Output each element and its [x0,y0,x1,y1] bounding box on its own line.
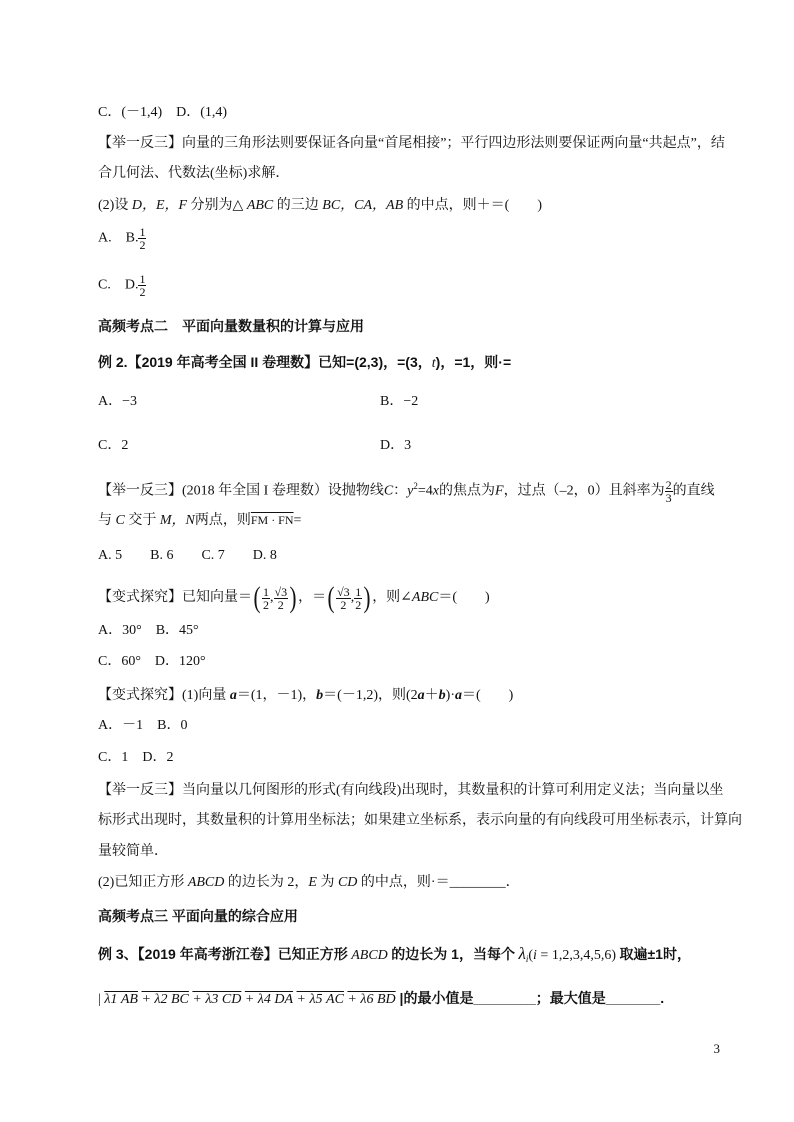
paren: ( [327,581,335,614]
text: ( [528,948,534,963]
tip-line-5: 量较简单． [98,844,168,859]
denominator: 3 [665,490,672,505]
paren: ) [289,581,297,614]
text: ： [393,483,408,499]
text: ABCD [187,875,225,890]
denominator: 2 [277,597,284,612]
denominator: 2 [340,597,347,612]
vector-product: FM · FN [250,513,294,527]
paren: ( [253,581,261,614]
text: M，N [159,513,195,528]
option-d: D．3 [380,438,412,453]
text: y [407,483,414,499]
tip-line-4: 标形式出现时，其数量积的计算用坐标法；如果建立坐标系，表示向量的有向线段可用坐标表示，计算向 [98,813,742,828]
option-line-cd: C．(－1,4) D．(1,4) [98,105,228,120]
text: ＝( ) [461,688,514,703]
term: + λ2 BC [141,992,189,1007]
denominator: 2 [139,285,146,299]
text: | [98,992,105,1007]
variant-line-2 [98,686,513,706]
text: 【变式探究】已知向量＝ [98,590,252,606]
text: t [431,356,436,371]
text: λ [518,944,526,963]
numerator: √3 [274,584,288,599]
fraction [354,586,362,611]
text: 例 2.【2019 年高考全国 II 卷理数】 [98,354,319,370]
fraction [336,586,351,611]
section-heading-2: 高频考点二 平面向量数量积的计算与应用 [98,318,364,334]
example-2-options-1 [98,392,419,412]
denominator: 2 [355,597,362,612]
fraction-half [138,273,146,298]
text: 交于 [128,513,157,528]
text: ABC [246,198,274,213]
text: ＋ [424,688,439,703]
variant-options-1: A．30° B．45° [98,623,199,638]
text: ，＝ [298,590,327,606]
numerator: 2 [665,477,672,492]
text: |的最小值是________；最大值是_______. [395,990,665,1006]
text: = 1,2,3,4,5,6) [536,948,616,963]
text: 的三边 [276,198,319,213]
practice-line-2 [98,510,301,531]
text: 为 [320,875,335,890]
denominator: 2 [139,238,146,252]
option-a: A．−3 [98,394,138,409]
term: λ1 AB [104,992,138,1007]
text: C [383,483,394,499]
tip-line-2: 合几何法、代数法(坐标)求解． [98,166,290,181]
text: ，过点（–2，0）且斜率为 [503,483,665,499]
text: 已知正方形 [277,946,348,962]
numerator: √3 [337,584,350,599]
text: 的直线 [672,483,715,499]
text: 已知=(2,3)，=(3， [318,354,432,370]
fraction-half [138,226,146,251]
text: b [438,688,446,703]
option-b: B．−2 [380,394,419,409]
example-3-line [98,944,691,969]
text: 【变式探究】(1)向量 [98,688,230,703]
numerator: 1 [139,272,146,286]
text: x [432,483,440,499]
variant-line-1: 【变式探究】已知向量＝( $\frac{1}{2}$ , $\frac{√3}{2}$ ) ，＝( $\frac{√3}{2}$ , $\frac{1}{2}$ ) ，则∠ABC＝( ) [98,581,490,614]
tip-line-3: 【举一反三】当向量以几何图形的形式(有向线段)出现时，其数量积的计算可利用定义法；当向量以坐 [98,783,724,798]
text: F [495,483,504,499]
text: A. B. [98,230,139,246]
text: (2)设 [98,198,129,213]
text: ＝(－1,2)，则(2 [323,688,418,703]
text: (2)已知正方形 [98,875,185,890]
term: + λ4 DA [244,992,294,1007]
text: 的焦点为 [439,483,496,499]
numerator: 1 [139,225,146,239]
fraction [262,586,270,611]
page-number: 3 [713,1041,720,1056]
text: C [115,513,125,528]
text: b [316,688,324,703]
text: 两点，则 [194,513,251,528]
text: 的中点，则·＝________． [360,875,520,890]
text: ＝( ) [438,590,490,606]
text: a [417,688,425,703]
text: 分别为△ [190,198,244,213]
option-c: C．2 [98,438,129,453]
text: i [533,948,537,963]
text: a [229,688,237,703]
text: BC，CA，AB [322,198,404,213]
text: =4 [417,483,433,499]
term: + λ3 CD [192,992,242,1007]
practice-options: A. 5 B. 6 C. 7 D. 8 [98,548,277,563]
text: C. D. [98,277,139,293]
text: 与 [98,513,112,528]
text: = [293,513,302,528]
text: CD [337,875,358,890]
fraction-two-thirds [665,479,673,504]
example-2-line [98,352,511,374]
text: ABC [411,590,439,606]
text: ，则∠ [372,590,412,606]
example-2-options-2 [98,436,412,456]
variant-options-3: A．－1 B．0 [98,718,188,733]
text: )· [445,688,455,703]
text: 的边长为 2， [227,875,309,890]
text: D，E，F [131,198,188,213]
example-3-formula-line [98,988,664,1010]
text: 2 [413,481,418,491]
variant-options-4: C．1 D．2 [98,750,174,765]
question-2-line [98,196,542,216]
question-2b-line [98,873,520,893]
text: )，=1，则·= [435,354,512,370]
option-line-ab [98,226,146,251]
paren: ) [363,581,371,614]
text: 的中点，则＋＝( ) [406,198,542,213]
practice-line-1 [98,476,715,504]
term: + λ5 AC [296,992,344,1007]
option-line-cd2 [98,273,146,298]
denominator: 2 [263,597,269,612]
numerator: 1 [263,584,269,599]
text: ＝(1，－1)， [236,688,317,703]
text: 例 3、【2019 年高考浙江卷】 [98,946,278,962]
variant-options-2: C．60° D．120° [98,654,206,669]
text: 的边长为 1，当每个 [391,946,515,962]
text: 取遍±1时， [619,946,691,962]
text: E [308,875,317,890]
fraction [274,586,289,611]
text: ABCD [351,948,388,963]
text: i [525,954,529,964]
term: + λ6 BD [347,992,396,1007]
text: 【举一反三】(2018 年全国 I 卷理数）设抛物线 [98,483,384,499]
text: a [454,688,462,703]
tip-line-1: 【举一反三】向量的三角形法则要保证各向量“首尾相接”；平行四边形法则要保证两向量“共起点”，结 [98,136,725,151]
numerator: 1 [355,584,362,599]
section-heading-3: 高频考点三 平面向量的综合应用 [98,908,298,924]
